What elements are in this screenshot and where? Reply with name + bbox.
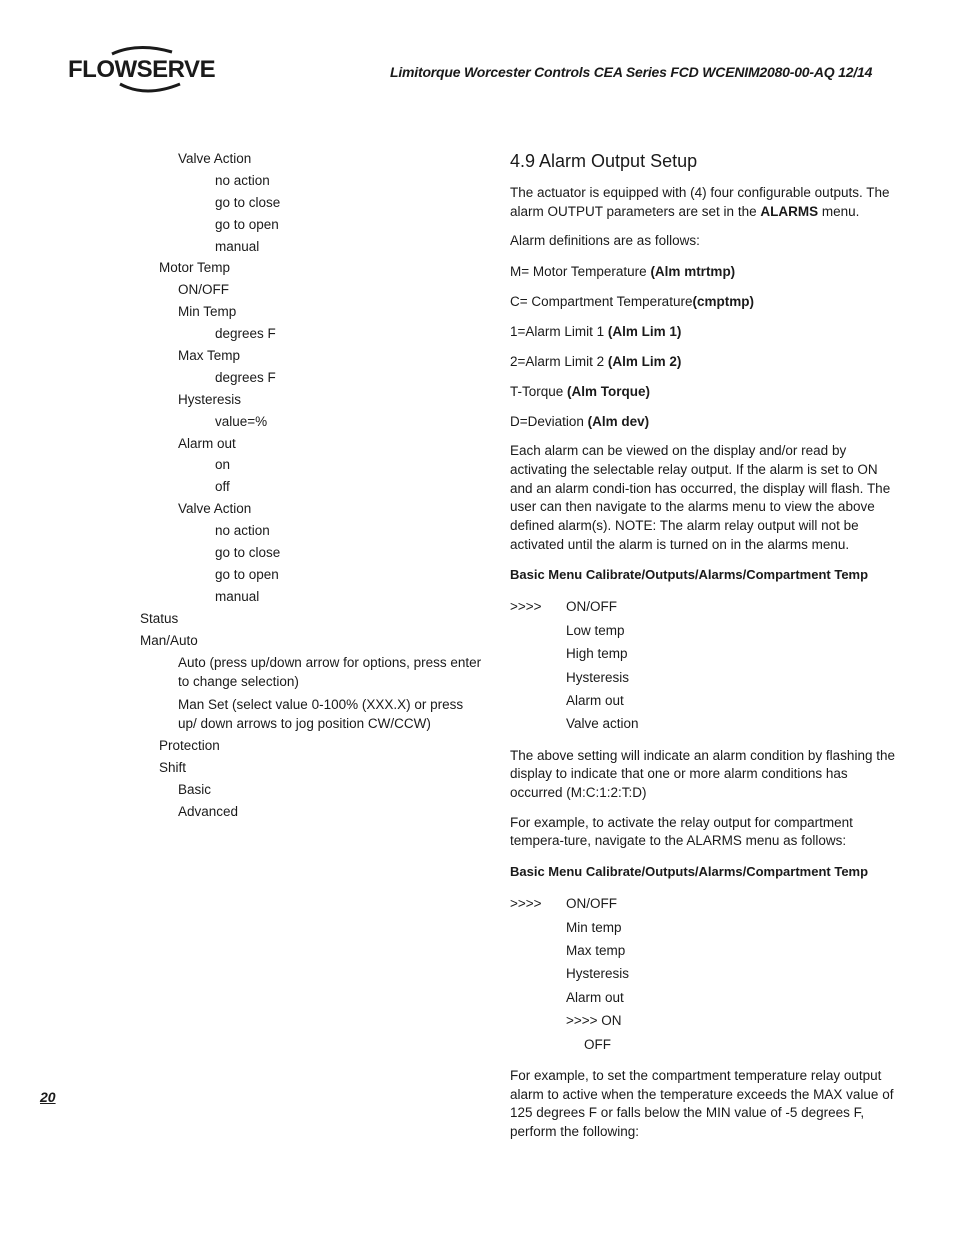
tree-item: Min Temp	[178, 304, 237, 320]
document-header-title: Limitorque Worcester Controls CEA Series FCD WCENIM2080-00-AQ 12/14	[390, 64, 873, 80]
tree-item: on	[215, 457, 231, 473]
tree-item: go to close	[215, 545, 281, 561]
menu-tree	[140, 148, 485, 823]
tree-item: Man/Auto	[140, 632, 198, 648]
setting-paragraph: The above setting will indicate an alarm condition by flashing the display to indicate that one or more alarm conditions has occurred (M:C:1:2:T:D)	[510, 747, 895, 801]
example-paragraph-1: For example, to activate the relay output for compartment tempera-ture, navigate to the ALARMS menu as follows:	[510, 814, 853, 849]
tree-item: Hysteresis	[178, 391, 242, 407]
tree-item: Man Set (select value 0-100% (XXX.X) or press up/ down arrows to jog position CW/CCW)	[178, 697, 464, 732]
menu-listing-2	[510, 892, 902, 1056]
page-number: 20	[40, 1089, 56, 1105]
menu-option-off: OFF	[584, 1036, 611, 1052]
tree-item: Status	[140, 610, 179, 626]
tree-item: Valve Action	[178, 501, 252, 517]
tree-item: Motor Temp	[159, 260, 231, 276]
selection-arrow: >>>>	[510, 599, 542, 615]
alarm-definition: 2=Alarm Limit 2 (Alm Lim 2)	[510, 354, 682, 370]
alarm-definition: C= Compartment Temperature(cmptmp)	[510, 294, 754, 310]
menu-option: Hysteresis	[566, 966, 630, 982]
intro-paragraph: The actuator is equipped with (4) four configurable outputs. The alarm OUTPUT parameters are set in the ALARMS menu.	[510, 185, 890, 219]
tree-item: go to open	[215, 216, 279, 232]
menu-path-heading-2: Basic Menu Calibrate/Outputs/Alarms/Compartment Temp	[510, 864, 869, 880]
menu-option: Valve action	[566, 716, 639, 732]
tree-item: go to open	[215, 566, 279, 582]
alarm-definition: D=Deviation (Alm dev)	[510, 414, 650, 430]
tree-item: no action	[215, 523, 270, 539]
tree-item: Alarm out	[178, 435, 236, 451]
alarm-definition: M= Motor Temperature (Alm mtrtmp)	[510, 264, 736, 280]
menu-option: >>>> ON/OFF	[510, 892, 902, 915]
tree-item: ON/OFF	[178, 282, 229, 298]
tree-item: off	[215, 479, 230, 495]
tree-item: no action	[215, 172, 270, 188]
tree-item: Max Temp	[178, 348, 241, 364]
tree-item: degrees F	[215, 326, 276, 342]
menu-option: >>>> ON/OFF	[510, 595, 902, 618]
menu-option: Alarm out	[566, 989, 624, 1005]
alarm-definition: 1=Alarm Limit 1 (Alm Lim 1)	[510, 324, 682, 340]
tree-item: Protection	[159, 738, 220, 754]
alarm-definition: T-Torque (Alm Torque)	[510, 384, 651, 400]
logo-wordmark: FLOWSERVE	[68, 56, 216, 83]
tree-item: Auto (press up/down arrow for options, press enter to change selection)	[178, 655, 482, 690]
alarm-definitions	[510, 262, 902, 431]
section-heading: 4.9 Alarm Output Setup	[510, 151, 698, 171]
tree-item: degrees F	[215, 369, 276, 385]
tree-item: Advanced	[178, 804, 239, 820]
tree-item: value=%	[215, 413, 268, 429]
tree-item: Valve Action	[178, 151, 252, 166]
menu-path-heading-1: Basic Menu Calibrate/Outputs/Alarms/Compartment Temp	[510, 567, 869, 583]
selection-arrow: >>>>	[510, 896, 542, 912]
tree-item: manual	[215, 238, 260, 254]
example-paragraph-2: For example, to set the compartment temperature relay output alarm to active when the temperature exceeds the MAX value of 125 degrees F or falls below the MIN value of -5 degrees F, perform the following:	[510, 1067, 894, 1140]
tree-item: go to close	[215, 194, 281, 210]
menu-option: Low temp	[566, 622, 625, 638]
alarm-output-section	[510, 148, 902, 1153]
tree-item: Basic	[178, 782, 212, 798]
menu-option: Hysteresis	[566, 669, 630, 685]
tree-item: Shift	[159, 760, 187, 776]
menu-option: High temp	[566, 646, 628, 662]
logo-swoosh-icon	[68, 44, 208, 96]
menu-listing-1	[510, 595, 902, 735]
menu-option: Min temp	[566, 919, 622, 935]
alarm-view-paragraph: Each alarm can be viewed on the display and/or read by activating the selectable relay output. If the alarm is set to ON and an alarm condi-tion has occurred, the display will flash. The user can then navigate to the alarms menu to view the above defined alarm(s). NOTE: The alarm relay output will not be activated until the alarm is turned on in the alarms menu.	[510, 443, 891, 552]
menu-option: Max temp	[566, 942, 626, 958]
menu-option-on: >>>> ON	[566, 1013, 622, 1029]
definitions-intro: Alarm definitions are as follows:	[510, 233, 700, 249]
tree-item: manual	[215, 588, 260, 604]
menu-option: Alarm out	[566, 692, 624, 708]
flowserve-logo	[68, 44, 216, 96]
